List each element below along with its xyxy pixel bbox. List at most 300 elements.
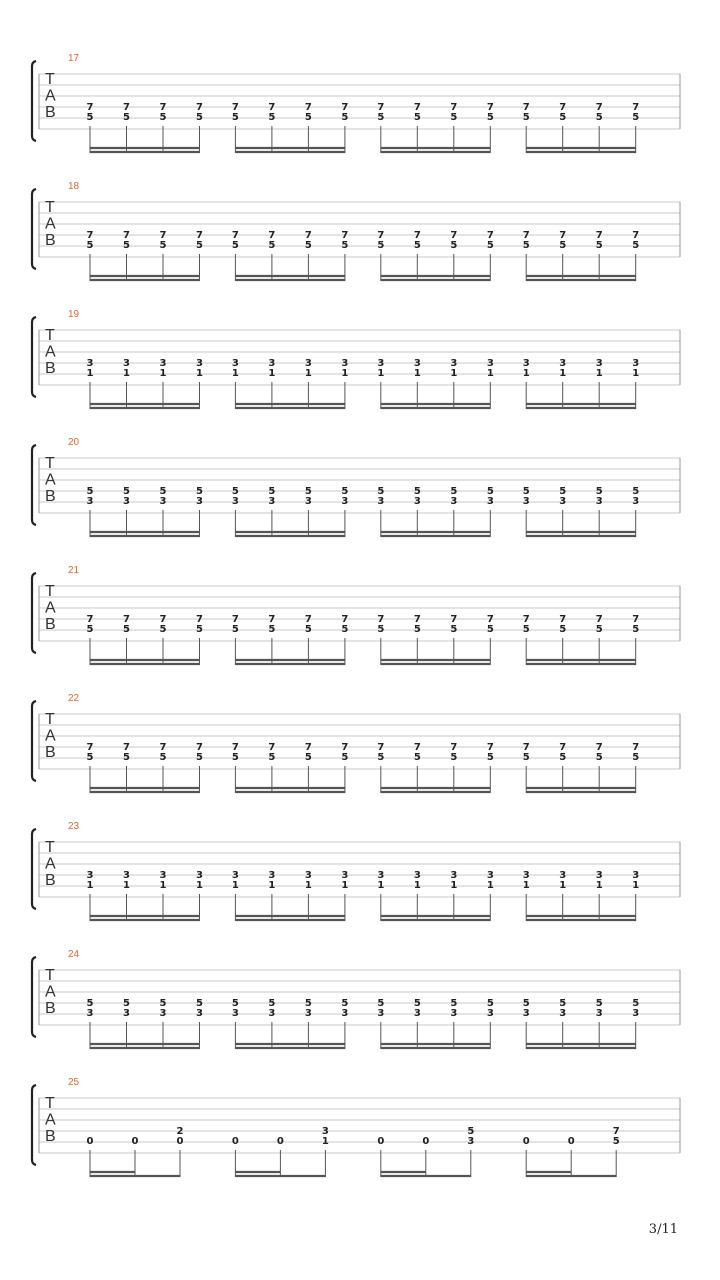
fret-number: 7 [522, 102, 530, 113]
fret-number: 5 [632, 486, 640, 497]
fret-number: 0 [522, 1136, 530, 1147]
tab-clef-letter: A [45, 87, 56, 105]
page-number: 3/11 [648, 1222, 678, 1237]
fret-number: 7 [632, 742, 640, 753]
fret-number: 5 [595, 240, 603, 251]
measure-number: 19 [68, 309, 80, 320]
fret-number: 7 [522, 230, 530, 241]
fret-number: 1 [321, 1136, 329, 1147]
tab-clef-letter: B [45, 232, 56, 249]
fret-number: 3 [450, 1008, 458, 1019]
fret-number: 7 [196, 742, 203, 753]
fret-number: 5 [86, 624, 94, 635]
fret-number: 5 [196, 624, 203, 635]
fret-number: 5 [377, 486, 385, 497]
fret-number: 1 [595, 368, 603, 379]
fret-number: 7 [413, 230, 421, 241]
fret-number: 3 [304, 870, 312, 881]
fret-number: 1 [559, 880, 567, 891]
fret-number: 7 [486, 614, 494, 625]
fret-number: 5 [413, 752, 421, 763]
fret-number: 7 [304, 614, 312, 625]
fret-number: 1 [159, 880, 167, 891]
fret-number: 1 [123, 880, 130, 891]
fret-number: 3 [486, 358, 494, 369]
fret-number: 3 [268, 496, 276, 507]
fret-number: 7 [304, 742, 312, 753]
fret-number: 5 [231, 752, 239, 763]
fret-number: 7 [341, 230, 349, 241]
fret-number: 3 [123, 358, 130, 369]
measure-number: 20 [68, 437, 80, 448]
tab-system [32, 693, 680, 793]
tab-clef-letter: A [45, 599, 56, 617]
fret-number: 7 [341, 742, 349, 753]
fret-number: 5 [377, 998, 385, 1009]
fret-number: 3 [231, 496, 239, 507]
fret-number: 3 [467, 1136, 475, 1147]
fret-number: 7 [268, 742, 276, 753]
fret-number: 5 [341, 240, 349, 251]
tab-clef-letter: B [45, 1128, 56, 1145]
measure-number: 23 [68, 821, 80, 832]
fret-number: 3 [341, 870, 349, 881]
fret-number: 0 [276, 1136, 284, 1147]
fret-number: 5 [341, 752, 349, 763]
fret-number: 5 [522, 624, 530, 635]
system-bracket [32, 829, 36, 909]
fret-number: 5 [196, 752, 203, 763]
fret-number: 3 [304, 1008, 312, 1019]
fret-number: 1 [595, 880, 603, 891]
fret-number: 3 [268, 1008, 276, 1019]
fret-number: 7 [450, 742, 458, 753]
fret-number: 7 [268, 614, 276, 625]
fret-number: 5 [377, 624, 385, 635]
fret-number: 3 [321, 1126, 329, 1137]
fret-number: 5 [559, 240, 567, 251]
fret-number: 5 [123, 240, 130, 251]
fret-number: 1 [377, 880, 385, 891]
fret-number: 1 [377, 368, 385, 379]
system-bracket [32, 1085, 36, 1165]
tab-system [32, 949, 680, 1049]
fret-number: 5 [268, 112, 276, 123]
fret-number: 7 [159, 102, 167, 113]
fret-number: 3 [595, 870, 603, 881]
fret-number: 5 [595, 752, 603, 763]
fret-number: 5 [196, 486, 203, 497]
fret-number: 5 [86, 486, 94, 497]
fret-number: 0 [377, 1136, 385, 1147]
fret-number: 5 [231, 998, 239, 1009]
fret-number: 3 [450, 870, 458, 881]
fret-number: 3 [304, 496, 312, 507]
fret-number: 7 [341, 614, 349, 625]
fret-number: 5 [450, 998, 458, 1009]
fret-number: 7 [159, 230, 167, 241]
fret-number: 7 [559, 742, 567, 753]
fret-number: 7 [123, 742, 130, 753]
fret-number: 5 [450, 752, 458, 763]
fret-number: 7 [377, 614, 385, 625]
fret-number: 7 [86, 614, 94, 625]
fret-number: 5 [595, 486, 603, 497]
fret-number: 3 [377, 870, 385, 881]
fret-number: 5 [341, 998, 349, 1009]
fret-number: 3 [595, 358, 603, 369]
fret-number: 0 [131, 1136, 139, 1147]
fret-number: 0 [567, 1136, 575, 1147]
fret-number: 1 [196, 880, 203, 891]
fret-number: 7 [559, 102, 567, 113]
measure-number: 24 [68, 949, 80, 960]
fret-number: 0 [231, 1136, 239, 1147]
fret-number: 5 [559, 112, 567, 123]
system-bracket [32, 61, 36, 141]
fret-number: 3 [486, 496, 494, 507]
tab-clef-letter: T [45, 711, 55, 728]
fret-number: 5 [86, 998, 94, 1009]
fret-number: 5 [268, 486, 276, 497]
fret-number: 1 [632, 880, 640, 891]
fret-number: 3 [123, 496, 130, 507]
fret-number: 7 [304, 230, 312, 241]
fret-number: 5 [632, 998, 640, 1009]
fret-number: 5 [86, 112, 94, 123]
fret-number: 5 [304, 240, 312, 251]
fret-number: 3 [341, 1008, 349, 1019]
fret-number: 7 [595, 102, 603, 113]
fret-number: 7 [86, 102, 94, 113]
fret-number: 7 [559, 614, 567, 625]
fret-number: 3 [196, 496, 203, 507]
fret-number: 7 [159, 742, 167, 753]
fret-number: 5 [304, 486, 312, 497]
fret-number: 5 [377, 240, 385, 251]
fret-number: 5 [196, 240, 203, 251]
fret-number: 5 [196, 112, 203, 123]
tab-clef-letter: T [45, 583, 55, 600]
fret-number: 3 [450, 358, 458, 369]
fret-number: 3 [377, 496, 385, 507]
fret-number: 3 [522, 1008, 530, 1019]
tab-clef-letter: A [45, 855, 56, 873]
fret-number: 5 [450, 624, 458, 635]
fret-number: 5 [559, 998, 567, 1009]
fret-number: 1 [268, 880, 276, 891]
tab-clef-letter: A [45, 343, 56, 361]
fret-number: 7 [450, 230, 458, 241]
fret-number: 7 [612, 1126, 620, 1137]
tab-clef-letter: T [45, 839, 55, 856]
tab-clef-letter: B [45, 104, 56, 121]
fret-number: 3 [632, 496, 640, 507]
fret-number: 5 [522, 240, 530, 251]
fret-number: 3 [196, 1008, 203, 1019]
fret-number: 1 [304, 368, 312, 379]
fret-number: 5 [632, 624, 640, 635]
measure-number: 25 [68, 1077, 80, 1088]
fret-number: 3 [159, 870, 167, 881]
fret-number: 3 [86, 1008, 94, 1019]
fret-number: 3 [231, 358, 239, 369]
fret-number: 3 [486, 1008, 494, 1019]
fret-number: 3 [377, 358, 385, 369]
fret-number: 5 [304, 624, 312, 635]
fret-number: 0 [422, 1136, 430, 1147]
fret-number: 3 [341, 496, 349, 507]
fret-number: 1 [341, 368, 349, 379]
fret-number: 1 [231, 880, 239, 891]
fret-number: 3 [559, 358, 567, 369]
tab-system [32, 821, 680, 921]
fret-number: 3 [86, 870, 94, 881]
tab-clef-letter: B [45, 744, 56, 761]
fret-number: 3 [559, 870, 567, 881]
fret-number: 3 [231, 870, 239, 881]
fret-number: 5 [304, 112, 312, 123]
fret-number: 3 [268, 358, 276, 369]
fret-number: 5 [123, 624, 130, 635]
fret-number: 1 [304, 880, 312, 891]
fret-number: 5 [268, 624, 276, 635]
fret-number: 5 [231, 112, 239, 123]
fret-number: 5 [522, 998, 530, 1009]
fret-number: 7 [595, 230, 603, 241]
fret-number: 5 [159, 240, 167, 251]
fret-number: 7 [559, 230, 567, 241]
fret-number: 7 [377, 230, 385, 241]
fret-number: 5 [86, 240, 94, 251]
fret-number: 3 [196, 870, 203, 881]
tab-clef-letter: T [45, 199, 55, 216]
fret-number: 5 [159, 112, 167, 123]
fret-number: 7 [632, 230, 640, 241]
fret-number: 5 [341, 112, 349, 123]
fret-number: 5 [467, 1126, 475, 1137]
fret-number: 5 [159, 998, 167, 1009]
fret-number: 7 [377, 102, 385, 113]
fret-number: 3 [123, 870, 130, 881]
fret-number: 3 [196, 358, 203, 369]
system-bracket [32, 957, 36, 1037]
system-bracket [32, 701, 36, 781]
tab-clef-letter: B [45, 872, 56, 889]
fret-number: 3 [341, 358, 349, 369]
fret-number: 3 [231, 1008, 239, 1019]
fret-number: 7 [86, 742, 94, 753]
tab-clef-letter: B [45, 1000, 56, 1017]
fret-number: 3 [123, 1008, 130, 1019]
tab-system [32, 309, 680, 409]
fret-number: 5 [123, 998, 130, 1009]
fret-number: 5 [632, 752, 640, 763]
fret-number: 1 [522, 880, 530, 891]
fret-number: 1 [159, 368, 167, 379]
fret-number: 5 [159, 752, 167, 763]
measure-number: 22 [68, 693, 80, 704]
fret-number: 5 [559, 752, 567, 763]
fret-number: 3 [450, 496, 458, 507]
fret-number: 5 [486, 240, 494, 251]
tab-clef-letter: T [45, 1095, 55, 1112]
fret-number: 5 [413, 240, 421, 251]
tab-clef-letter: B [45, 488, 56, 505]
fret-number: 5 [450, 486, 458, 497]
tab-clef-letter: A [45, 727, 56, 745]
fret-number: 7 [377, 742, 385, 753]
fret-number: 3 [595, 496, 603, 507]
fret-number: 0 [86, 1136, 94, 1147]
fret-number: 1 [413, 880, 421, 891]
fret-number: 5 [486, 624, 494, 635]
fret-number: 7 [231, 742, 239, 753]
fret-number: 7 [231, 614, 239, 625]
fret-number: 5 [486, 752, 494, 763]
tab-clef-letter: A [45, 471, 56, 489]
fret-number: 5 [123, 752, 130, 763]
fret-number: 5 [341, 486, 349, 497]
fret-number: 5 [595, 112, 603, 123]
measure-number: 17 [68, 53, 80, 64]
fret-number: 5 [231, 240, 239, 251]
fret-number: 3 [86, 358, 94, 369]
fret-number: 3 [159, 358, 167, 369]
fret-number: 1 [268, 368, 276, 379]
fret-number: 5 [632, 112, 640, 123]
fret-number: 5 [595, 998, 603, 1009]
fret-number: 7 [413, 742, 421, 753]
fret-number: 7 [123, 614, 130, 625]
fret-number: 7 [123, 102, 130, 113]
fret-number: 5 [413, 998, 421, 1009]
fret-number: 7 [522, 614, 530, 625]
fret-number: 1 [123, 368, 130, 379]
fret-number: 3 [522, 358, 530, 369]
fret-number: 3 [595, 1008, 603, 1019]
fret-number: 3 [413, 358, 421, 369]
fret-number: 3 [632, 358, 640, 369]
fret-number: 7 [486, 230, 494, 241]
fret-number: 1 [522, 368, 530, 379]
fret-number: 7 [522, 742, 530, 753]
tab-clef-letter: A [45, 983, 56, 1001]
tab-clef-letter: T [45, 967, 55, 984]
tab-system [32, 565, 680, 665]
fret-number: 5 [632, 240, 640, 251]
fret-number: 5 [612, 1136, 620, 1147]
fret-number: 5 [522, 752, 530, 763]
fret-number: 1 [86, 368, 94, 379]
fret-number: 5 [486, 998, 494, 1009]
fret-number: 0 [176, 1136, 184, 1147]
fret-number: 5 [450, 112, 458, 123]
fret-number: 1 [632, 368, 640, 379]
fret-number: 7 [595, 614, 603, 625]
fret-number: 1 [486, 880, 494, 891]
fret-number: 3 [377, 1008, 385, 1019]
fret-number: 3 [413, 870, 421, 881]
fret-number: 5 [304, 998, 312, 1009]
fret-number: 1 [196, 368, 203, 379]
tab-system [32, 437, 680, 537]
fret-number: 3 [86, 496, 94, 507]
fret-number: 5 [486, 112, 494, 123]
tab-system [32, 181, 680, 281]
fret-number: 7 [413, 614, 421, 625]
tab-clef-letter: B [45, 360, 56, 377]
tab-clef-letter: T [45, 455, 55, 472]
fret-number: 3 [268, 870, 276, 881]
fret-number: 5 [196, 998, 203, 1009]
fret-number: 5 [413, 486, 421, 497]
fret-number: 3 [486, 870, 494, 881]
fret-number: 5 [559, 486, 567, 497]
fret-number: 5 [450, 240, 458, 251]
system-bracket [32, 445, 36, 525]
fret-number: 1 [231, 368, 239, 379]
fret-number: 3 [159, 496, 167, 507]
fret-number: 7 [304, 102, 312, 113]
fret-number: 5 [86, 752, 94, 763]
fret-number: 3 [522, 496, 530, 507]
fret-number: 5 [377, 112, 385, 123]
fret-number: 5 [341, 624, 349, 635]
fret-number: 5 [268, 998, 276, 1009]
fret-number: 5 [268, 240, 276, 251]
fret-number: 5 [559, 624, 567, 635]
fret-number: 5 [486, 486, 494, 497]
fret-number: 7 [196, 230, 203, 241]
fret-number: 7 [86, 230, 94, 241]
tab-clef-letter: A [45, 215, 56, 233]
fret-number: 5 [522, 486, 530, 497]
tab-clef-letter: B [45, 616, 56, 633]
fret-number: 5 [159, 624, 167, 635]
fret-number: 3 [413, 1008, 421, 1019]
fret-number: 5 [413, 112, 421, 123]
fret-number: 7 [341, 102, 349, 113]
fret-number: 5 [522, 112, 530, 123]
fret-number: 7 [413, 102, 421, 113]
fret-number: 7 [486, 102, 494, 113]
fret-number: 5 [123, 112, 130, 123]
fret-number: 3 [632, 1008, 640, 1019]
fret-number: 3 [159, 1008, 167, 1019]
fret-number: 5 [159, 486, 167, 497]
fret-number: 7 [450, 102, 458, 113]
fret-number: 5 [123, 486, 130, 497]
fret-number: 7 [632, 614, 640, 625]
fret-number: 1 [559, 368, 567, 379]
fret-number: 1 [486, 368, 494, 379]
fret-number: 7 [268, 230, 276, 241]
fret-number: 7 [595, 742, 603, 753]
fret-number: 3 [413, 496, 421, 507]
fret-number: 5 [231, 624, 239, 635]
system-bracket [32, 317, 36, 397]
fret-number: 7 [632, 102, 640, 113]
fret-number: 7 [231, 230, 239, 241]
fret-number: 5 [377, 752, 385, 763]
fret-number: 1 [86, 880, 94, 891]
fret-number: 1 [341, 880, 349, 891]
tab-clef-letter: T [45, 71, 55, 88]
tab-system [32, 53, 680, 153]
fret-number: 1 [450, 368, 458, 379]
fret-number: 3 [522, 870, 530, 881]
